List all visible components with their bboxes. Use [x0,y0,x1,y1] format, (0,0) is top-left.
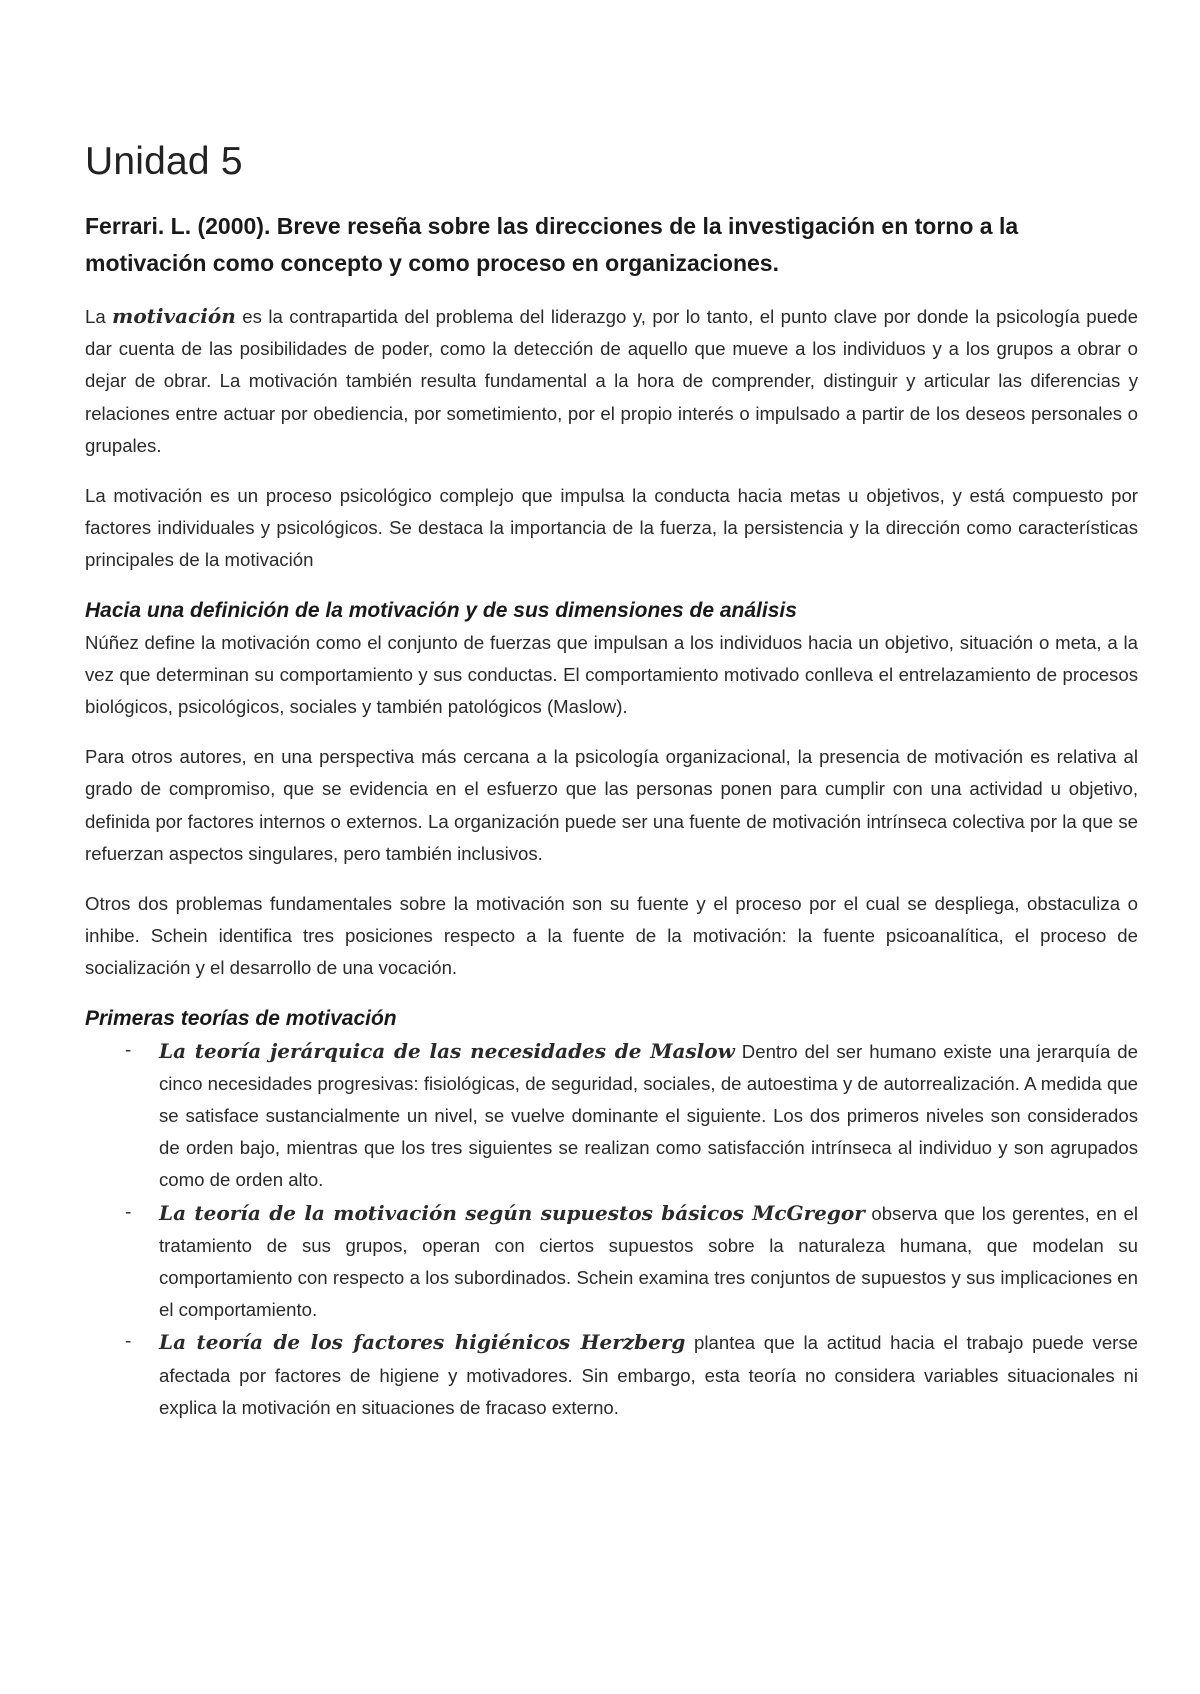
reference-title: Ferrari. L. (2000). Breve reseña sobre las direcciones de la investigación en torno a la motivación como concepto y como proceso en organizaciones. [85,213,1019,276]
theory-text: observa que los gerentes, en el tratamiento de sus grupos, operan con ciertos supuestos sobre la naturaleza humana, que modelan su comportamiento con respecto a los subordinados. Schein examina tres conjuntos de supuestos y sus implicaciones en el comportamiento. [159,1202,1138,1321]
theory-title: La teoría de la motivación según supuestos básicos McGregor [159,1200,865,1225]
theory-text: plantea que la actitud hacia el trabajo puede verse afectada por factores de higiene y motivadores. Sin embargo, esta teoría no considera variables situacionales ni explica la motivación en situaciones de fracaso externo. [159,1332,1138,1418]
definition-paragraph-3: Otros dos problemas fundamentales sobre la motivación son su fuente y el proceso por el cual se despliega, obstaculiza o inhibe. Schein identifica tres posiciones respecto a la fuente de la motivación: la fuente psicoanalítica, el proceso de socialización y el desarrollo de una vocación. [85,893,1138,979]
definition-paragraph-2: Para otros autores, en una perspectiva más cercana a la psicología organizacional, la presencia de motivación es relativa al grado de compromiso, que se evidencia en el esfuerzo que las personas ponen para cumplir con una actividad u objetivo, definida por factores internos o externos. La organización puede ser una fuente de motivación intrínseca colectiva por la que se refuerzan aspectos singulares, pero también inclusivos. [85,746,1138,864]
list-item [85,1197,1138,1327]
unit-title: Unidad 5 [85,140,243,183]
list-item [85,1035,1138,1197]
section-heading-definition: Hacia una definición de la motivación y de sus dimensiones de análisis [85,598,797,622]
section-heading-theories: Primeras teorías de motivación [85,1006,397,1030]
intro-prefix: La [85,306,113,327]
theory-text: Dentro del ser humano existe una jerarquía de cinco necesidades progresivas: fisiológicas, de seguridad, sociales, de autoestima y de autorrealización. A medida que se satisface sustancialmente un nivel, se vuelve dominante el siguiente. Los dos primeros niveles son considerados de orden bajo, mientras que los tres siguientes se realizan como satisfacción intrínseca al individuo y son agrupados como de orden alto. [159,1040,1138,1191]
emphasized-term: motivación [112,304,236,328]
intro-paragraph-1 [85,300,1138,462]
theory-title: La teoría jerárquica de las necesidades de Maslow [159,1038,735,1063]
intro-text: es la contrapartida del problema del liderazgo y, por lo tanto, el punto clave por donde la psicología puede dar cuenta de las posibilidades de poder, como la detección de aquello que mueve a los individuos y a los grupos a obrar o dejar de obrar. La motivación también resulta fundamental a la hora de comprender, distinguir y articular las diferencias y relaciones entre actuar por obediencia, por sometimiento, por el propio interés o impulsado a partir de los deseos personales o grupales. [85,306,1138,456]
list-dash: - [125,1331,132,1353]
theories-list [85,1035,1138,1424]
definition-paragraph-1: Núñez define la motivación como el conjunto de fuerzas que impulsan a los individuos hacia un objetivo, situación o meta, a la vez que determinan su comportamiento y sus conductas. El comportamiento motivado conlleva el entrelazamiento de procesos biológicos, psicológicos, sociales y también patológicos (Maslow). [85,631,1138,718]
intro-paragraph-2: La motivación es un proceso psicológico complejo que impulsa la conducta hacia metas u objetivos, y está compuesto por factores individuales y psicológicos. Se destaca la importancia de la fuerza, la persistencia y la dirección como características principales de la motivación [85,485,1138,571]
list-dash: - [125,1039,132,1061]
list-dash: - [125,1201,132,1223]
theory-title: La teoría de los factores higiénicos Herzberg [159,1330,686,1355]
list-item [85,1326,1138,1424]
